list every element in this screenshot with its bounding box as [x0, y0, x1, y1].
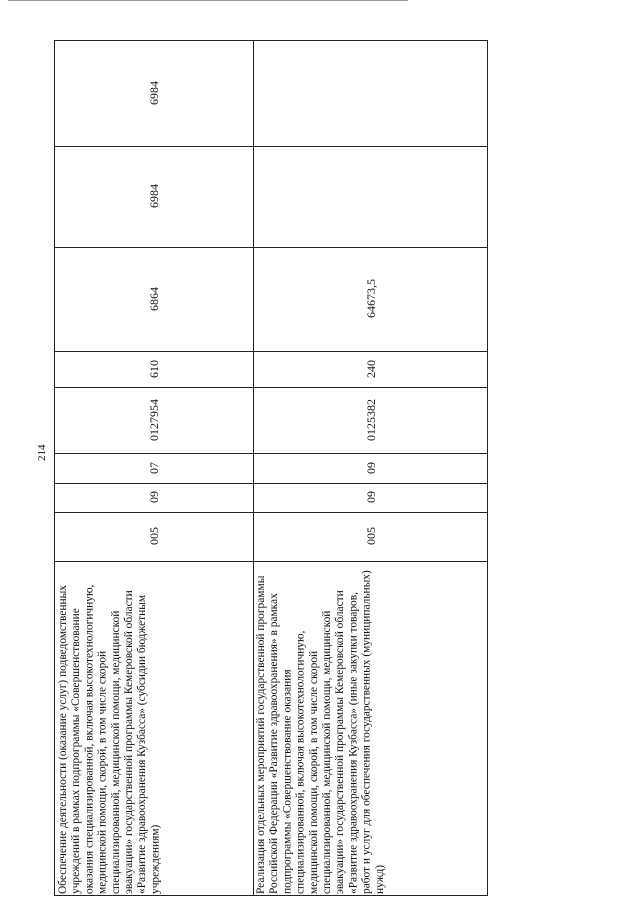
row-2-amount-1: 64673,5 [364, 279, 378, 319]
row-2-amount-2 [253, 146, 489, 247]
row-1-section: 09 [147, 491, 161, 504]
row-2-description: Реализация отдельных мероприятий государственной программы Российской Федерации «Развитие здравоохранения» в рамках подпрограммы «Совершенствование оказания специализированной, включая высокотехнологичную, медицинской помощи, скорой, в том числе скорой специализированной, медицинской помощи, медицинской эвакуации» государственной программы Кемеровской области «Развитие здравоохранения Кузбасса» (иные закупки товаров, работ и услуг для обеспечения государственных (муниципальных) нужд) [255, 570, 386, 894]
row-1-amount-3: 6984 [147, 81, 161, 106]
row-2-amount-3 [253, 41, 489, 146]
row-2-ministry: 005 [364, 527, 378, 546]
row-1-expense-type: 610 [147, 360, 161, 378]
row-2-expense-type: 240 [364, 360, 378, 378]
row-1-subsection: 07 [147, 462, 161, 474]
row-2-target-article: 0125382 [364, 399, 378, 441]
row-1-description: Обеспечение деятельности (оказание услуг) подведомственных учреждений в рамках подпрограммы «Совершенствование оказания специализированной, включая высокотехнологичную, медицинской помощи, скорой, в том числе скорой специализированной, медицинской помощи, медицинской эвакуации» государственной программы Кемеровской области «Развитие здравоохранения Кузбасса» (субсидии бюджетным учреждениям) [57, 584, 162, 894]
row-1-amount-1: 6864 [147, 287, 161, 311]
row-1-amount-2: 6984 [147, 184, 161, 209]
scan-edge-line [8, 0, 408, 1]
row-1-ministry: 005 [147, 527, 161, 546]
page-number: 214 [36, 444, 48, 462]
row-1-target-article: 0127954 [147, 399, 161, 441]
row-2-subsection: 09 [364, 462, 378, 474]
budget-table [54, 40, 488, 896]
row-2-section: 09 [364, 491, 378, 504]
